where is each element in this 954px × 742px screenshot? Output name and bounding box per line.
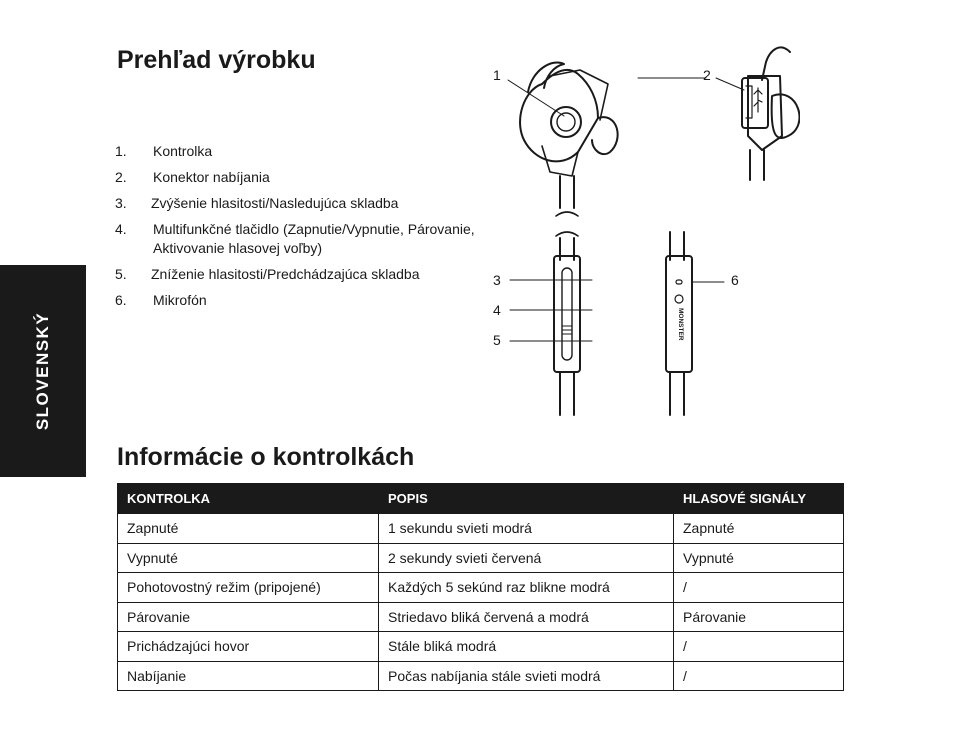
header-popis: POPIS	[379, 484, 674, 514]
parts-list-item	[115, 194, 475, 213]
cell-description: Počas nabíjania stále svieti modrá	[379, 661, 674, 691]
cell-status: Pohotovostný režim (pripojené)	[118, 573, 379, 603]
table-row	[118, 514, 844, 544]
cell-status: Párovanie	[118, 602, 379, 632]
cell-status: Zapnuté	[118, 514, 379, 544]
earphone-illustration	[480, 40, 800, 425]
parts-list-item	[115, 142, 475, 161]
cell-description: Každých 5 sekúnd raz blikne modrá	[379, 573, 674, 603]
item-number: 6.	[115, 292, 127, 308]
cell-voice-signal: /	[674, 661, 844, 691]
item-text: Zníženie hlasitosti/Predchádzajúca skladba	[151, 266, 420, 282]
item-text: Konektor nabíjania	[153, 169, 270, 185]
header-hlasove-signaly: HLASOVÉ SIGNÁLY	[674, 484, 844, 514]
callout-1: 1	[493, 67, 501, 83]
section-title-overview: Prehľad výrobku	[117, 46, 316, 74]
callout-5: 5	[493, 332, 501, 348]
led-info-table	[117, 483, 844, 691]
cell-voice-signal: Párovanie	[674, 602, 844, 632]
callout-3: 3	[493, 272, 501, 288]
item-text: Multifunkčné tlačidlo (Zapnutie/Vypnutie, Párovanie, Aktivovanie hlasovej voľby)	[153, 221, 475, 256]
cell-description: Striedavo bliká červená a modrá	[379, 602, 674, 632]
cell-status: Nabíjanie	[118, 661, 379, 691]
earbud-front-wing	[528, 62, 564, 92]
language-side-tab	[0, 265, 86, 477]
callout-4: 4	[493, 302, 501, 318]
language-label: SLOVENSKÝ	[33, 311, 52, 431]
table-header-row	[118, 484, 844, 514]
microphone-hole	[676, 280, 682, 284]
item-text: Zvýšenie hlasitosti/Nasledujúca skladba	[151, 195, 399, 211]
cell-description: Stále bliká modrá	[379, 632, 674, 662]
item-number: 1.	[115, 143, 127, 159]
parts-list-item	[115, 265, 475, 284]
earbud-side-tip	[772, 94, 800, 138]
header-kontrolka: KONTROLKA	[118, 484, 379, 514]
table-row	[118, 573, 844, 603]
parts-list-item	[115, 291, 475, 310]
cell-voice-signal: /	[674, 632, 844, 662]
cell-status: Prichádzajúci hovor	[118, 632, 379, 662]
item-text: Mikrofón	[153, 292, 207, 308]
parts-list-item	[115, 220, 475, 258]
earbud-front-logo	[551, 107, 581, 137]
cell-voice-signal: Vypnuté	[674, 543, 844, 573]
cell-voice-signal: Zapnuté	[674, 514, 844, 544]
cell-voice-signal: /	[674, 573, 844, 603]
item-number: 4.	[115, 221, 127, 237]
table-row	[118, 543, 844, 573]
table-row	[118, 661, 844, 691]
item-number: 5.	[115, 266, 127, 282]
remote-front	[554, 256, 580, 372]
section-title-led-info: Informácie o kontrolkách	[117, 443, 415, 471]
cell-description: 1 sekundu svieti modrá	[379, 514, 674, 544]
usb-symbol	[754, 88, 762, 112]
earbud-side-body	[748, 76, 782, 150]
item-text: Kontrolka	[153, 143, 213, 159]
cell-description: 2 sekundy svieti červená	[379, 543, 674, 573]
cable-right-upper	[750, 150, 764, 180]
earphone-diagram	[480, 40, 800, 425]
cell-status: Vypnuté	[118, 543, 379, 573]
parts-list-item	[115, 168, 475, 187]
remote-brand-text: MONSTER	[677, 308, 684, 341]
table-row	[118, 632, 844, 662]
table-row	[118, 602, 844, 632]
item-number: 2.	[115, 169, 127, 185]
cable-left-upper	[560, 176, 574, 208]
parts-list	[115, 142, 475, 317]
callout-2: 2	[703, 67, 711, 83]
item-number: 3.	[115, 195, 127, 211]
callout-6: 6	[731, 272, 739, 288]
